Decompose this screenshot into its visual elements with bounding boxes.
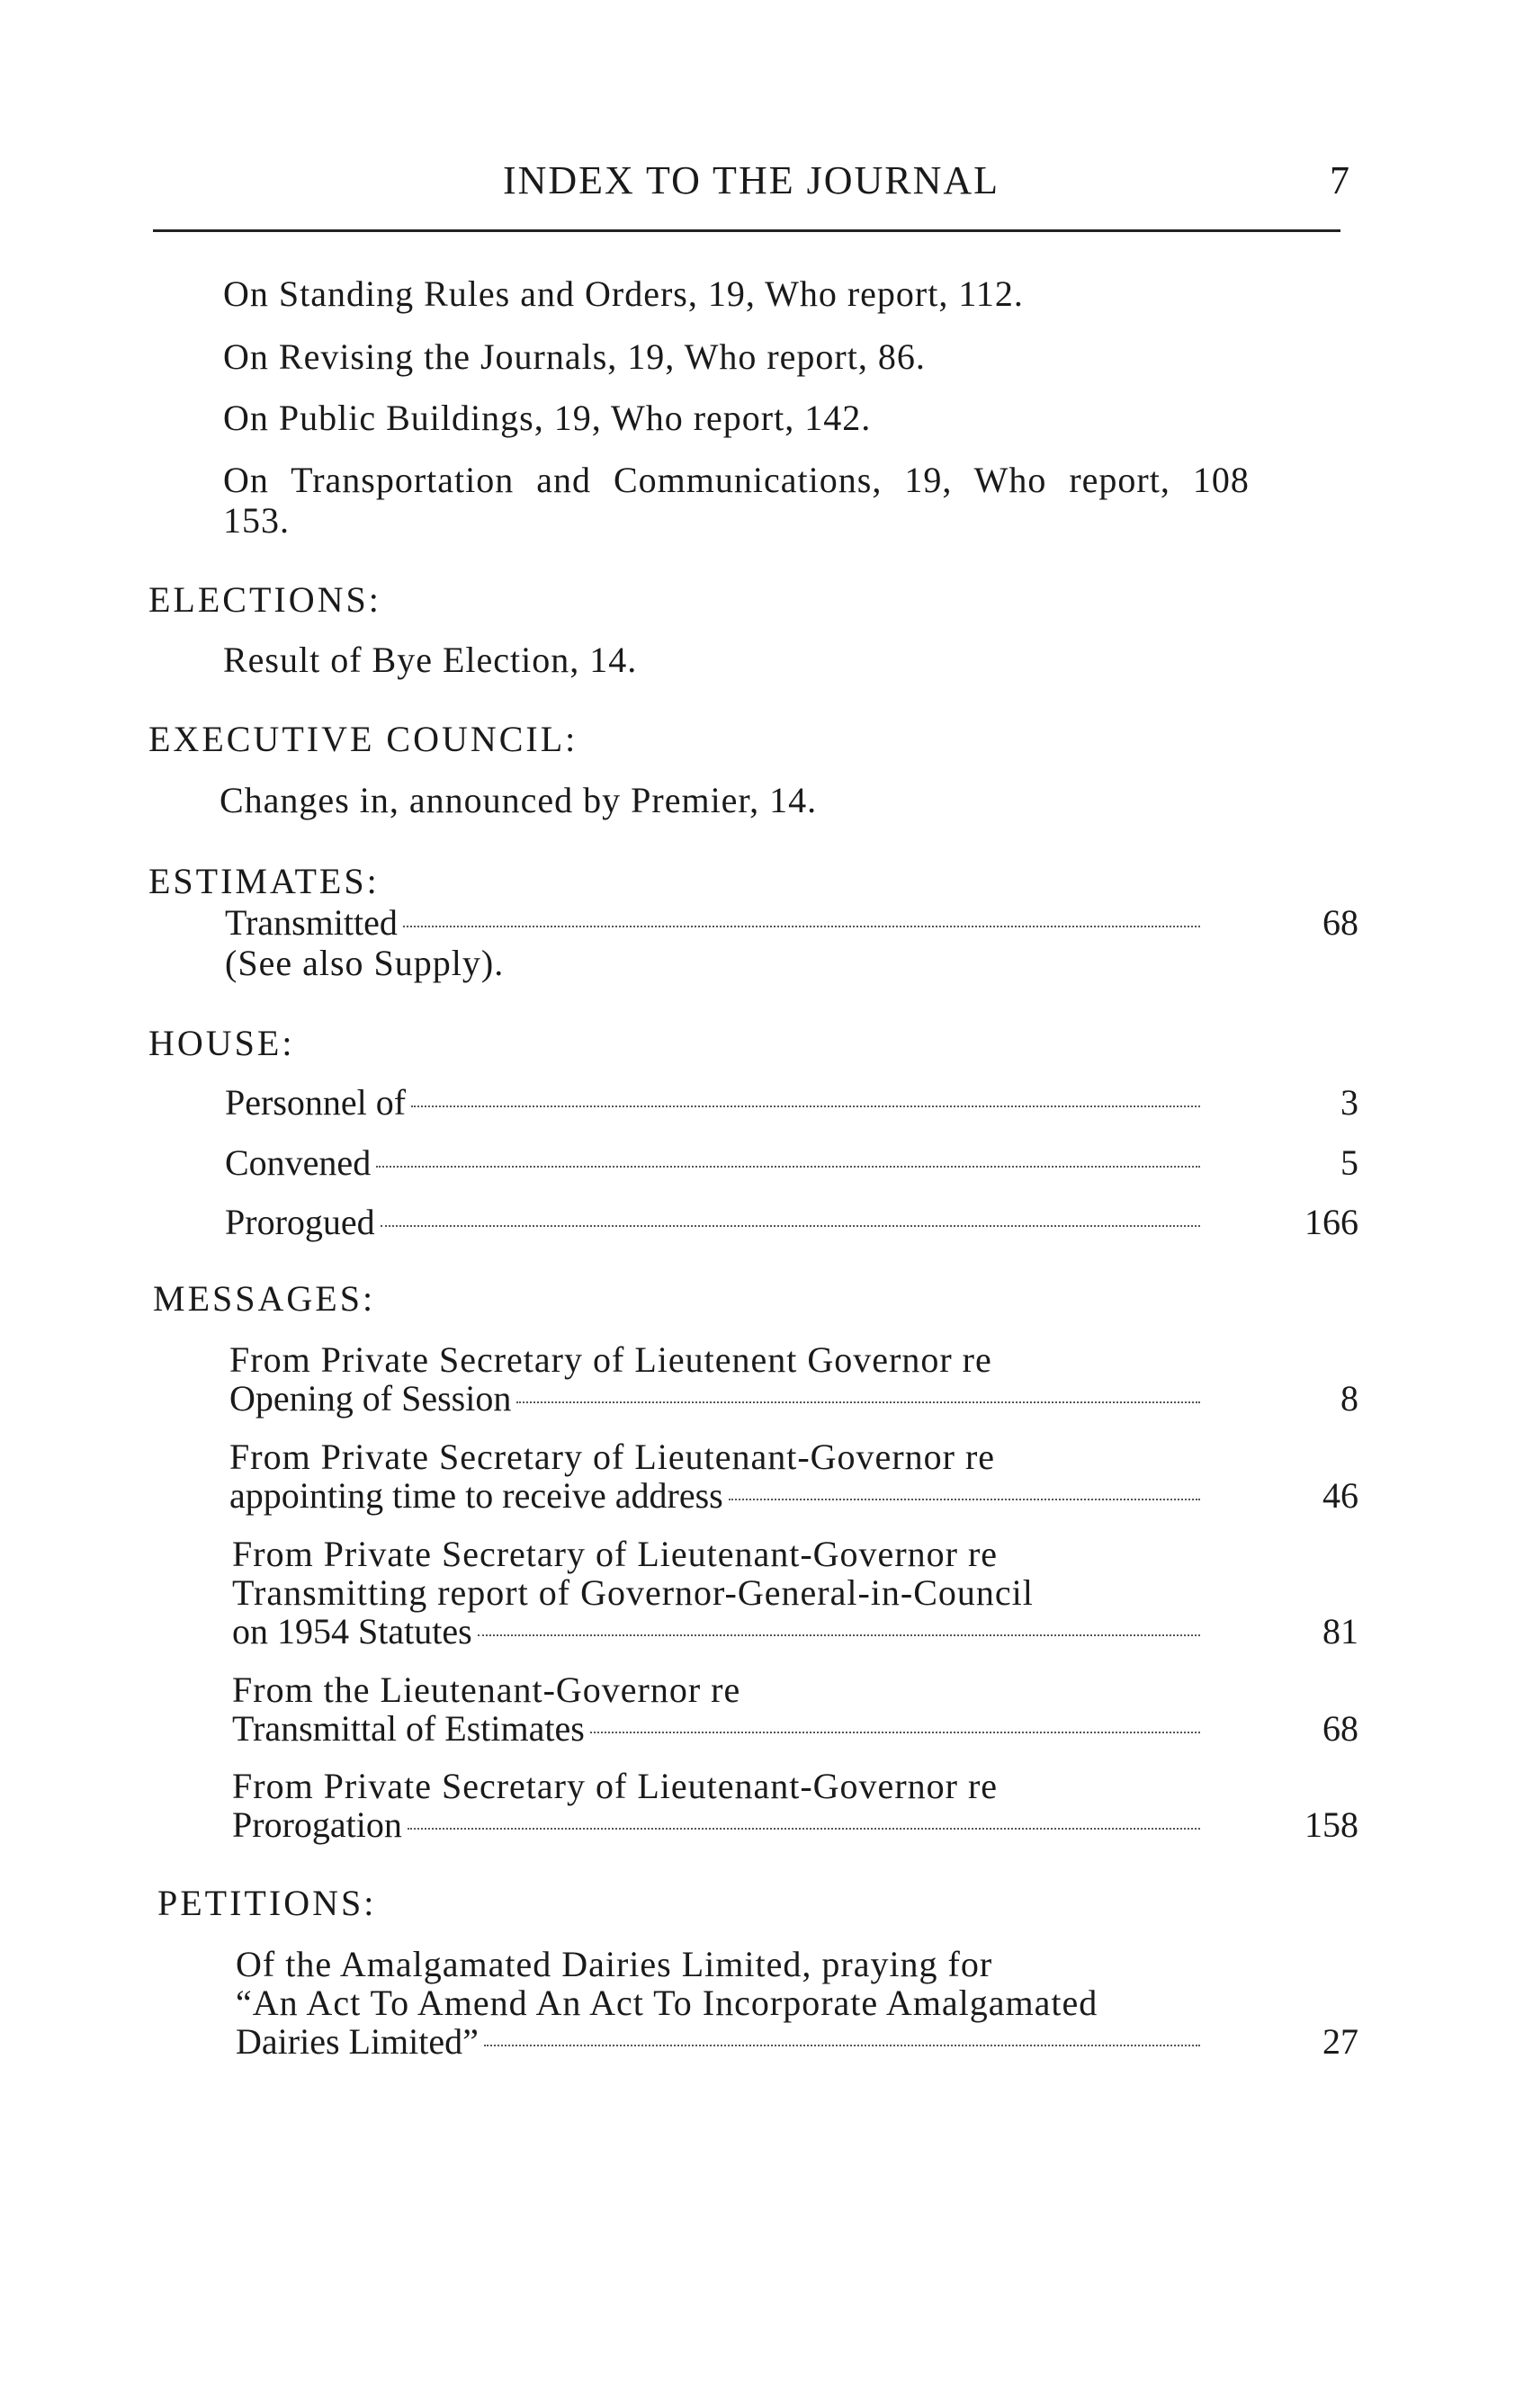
entry-label: Transmittal of Estimates [232, 1708, 585, 1749]
section-heading-house: HOUSE: [148, 1023, 295, 1063]
page-reference: 81 [1322, 1611, 1358, 1652]
index-entry-personnel [225, 1083, 1206, 1123]
dot-leader [411, 1106, 1200, 1107]
entry-label: Prorogation [232, 1804, 402, 1845]
index-entry-council-changes: Changes in, announced by Premier, 14. [220, 780, 818, 820]
page-reference: 27 [1322, 2021, 1358, 2062]
dot-leader [516, 1401, 1200, 1403]
page-title: INDEX TO THE JOURNAL [502, 158, 1000, 202]
index-entry-transmitted [225, 903, 1206, 943]
dot-leader [729, 1499, 1200, 1500]
dot-leader [590, 1732, 1200, 1733]
entry-label: appointing time to receive address [229, 1475, 723, 1516]
entry-label: Opening of Session [229, 1378, 512, 1419]
index-entry-convened [225, 1143, 1206, 1183]
index-entry-public-buildings: On Public Buildings, 19, Who report, 142. [223, 398, 872, 438]
page-reference: 68 [1322, 902, 1358, 943]
section-heading-executive-council: EXECUTIVE COUNCIL: [148, 719, 578, 759]
dot-leader [376, 1166, 1200, 1168]
index-entry-petition-dairies: Of the Amalgamated Dairies Limited, praying for [236, 1944, 993, 1984]
section-heading-petitions: PETITIONS: [157, 1883, 377, 1923]
index-entry-message-opening-cont [229, 1379, 1206, 1419]
index-entry-message-estimates-cont [232, 1709, 1206, 1749]
entry-label: Personnel of [225, 1082, 407, 1123]
index-entry-standing-rules: On Standing Rules and Orders, 19, Who report, 112. [223, 273, 1024, 314]
dot-leader [484, 2045, 1200, 2046]
index-entry-bye-election: Result of Bye Election, 14. [223, 640, 638, 680]
index-entry-message-address-cont [229, 1476, 1206, 1516]
index-entry-transportation-cont: 153. [223, 500, 290, 541]
index-entry-message-estimates: From the Lieutenant-Governor re [232, 1669, 741, 1710]
page-reference: 8 [1340, 1378, 1358, 1419]
index-entry-revising-journals: On Revising the Journals, 19, Who report, 86. [223, 336, 926, 377]
index-entry-petition-dairies-end [236, 2022, 1206, 2062]
index-entry-message-opening: From Private Secretary of Lieutenent Governor re [229, 1339, 992, 1380]
page-reference: 5 [1340, 1142, 1358, 1183]
index-entry-message-prorogation-cont [232, 1805, 1206, 1845]
index-entry-petition-dairies-cont: “An Act To Amend An Act To Incorporate Amalgamated [236, 1983, 1098, 2023]
section-heading-elections: ELECTIONS: [148, 579, 381, 620]
page-reference: 166 [1304, 1202, 1358, 1242]
page-header [153, 157, 1349, 211]
entry-label: on 1954 Statutes [232, 1611, 472, 1652]
page-reference: 68 [1322, 1708, 1358, 1749]
index-entry-message-address: From Private Secretary of Lieutenant-Governor re [229, 1437, 996, 1477]
entry-label: Prorogued [225, 1202, 375, 1242]
entry-label: Convened [225, 1142, 372, 1183]
page-reference: 46 [1322, 1475, 1358, 1516]
page-number: 7 [1330, 158, 1349, 202]
dot-leader [478, 1634, 1200, 1636]
entry-label: Dairies Limited” [236, 2021, 479, 2062]
index-entry-transportation: On Transportation and Communications, 19, Who report, 108 [223, 460, 1250, 500]
index-entry-message-statutes: From Private Secretary of Lieutenant-Governor re [232, 1534, 999, 1574]
index-entry-message-statutes-cont: Transmitting report of Governor-General-in-Council [232, 1572, 1034, 1613]
index-entry-prorogued [225, 1203, 1206, 1242]
section-heading-estimates: ESTIMATES: [148, 861, 380, 901]
entry-label: Transmitted [225, 902, 398, 943]
page-reference: 3 [1340, 1082, 1358, 1123]
index-entry-see-also-supply: (See also Supply). [225, 943, 505, 983]
index-entry-message-statutes-end [232, 1612, 1206, 1652]
section-heading-messages: MESSAGES: [153, 1278, 376, 1319]
header-divider [153, 229, 1340, 232]
dot-leader [408, 1828, 1200, 1830]
dot-leader [403, 926, 1200, 927]
index-entry-message-prorogation: From Private Secretary of Lieutenant-Governor re [232, 1766, 999, 1806]
dot-leader [381, 1225, 1200, 1227]
page-reference: 158 [1304, 1804, 1358, 1845]
